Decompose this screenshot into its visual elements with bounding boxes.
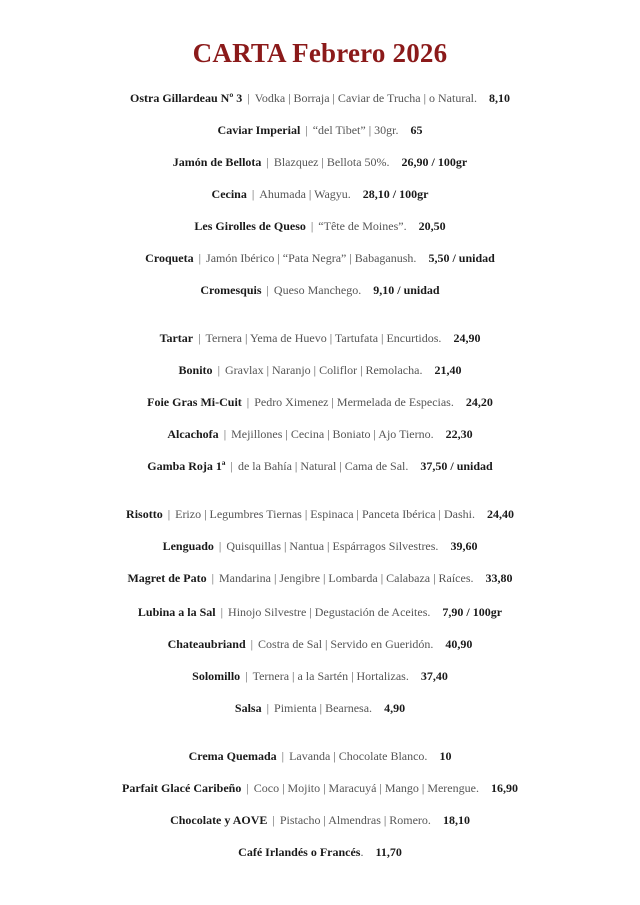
menu-item-price: 7,90 / 100gr [442,605,503,619]
menu-item-price: 37,50 / unidad [420,459,493,473]
menu-item [0,458,640,474]
menu-item [0,700,640,716]
separator: | [263,155,272,169]
menu-item-price: 20,50 [418,219,446,233]
menu-item-price: 10 [439,749,452,763]
menu-item [0,844,640,860]
menu-item [0,604,640,620]
separator: | [164,507,174,521]
menu-item-description: Hinojo Silvestre | Degustación de Aceites. [228,605,431,619]
menu-item-description: Blazquez | Bellota 50%. [273,155,390,169]
menu-item-description: Queso Manchego. [273,283,362,297]
menu-item-description: de la Bahía | Natural | Cama de Sal. [237,459,409,473]
menu-item [0,122,640,138]
separator: | [278,749,288,763]
menu-item-name: Cecina [211,187,247,201]
menu-item-name: Jamón de Bellota [172,155,262,169]
menu-item-description: Coco | Mojito | Maracuyá | Mango | Merengue. [253,781,479,795]
menu-item [0,668,640,684]
menu-item-price: 24,20 [465,395,493,409]
menu-item-name: Crema Quemada [188,749,277,763]
menu-item-name: Alcachofa [167,427,219,441]
menu-item-name: Cromesquis [200,283,262,297]
menu-item-description: Pedro Ximenez | Mermelada de Especias. [254,395,454,409]
menu-item-name: Magret de Pato [127,571,207,585]
menu-item [0,812,640,828]
menu-item-description: Mandarina | Jengibre | Lombarda | Calabaza | Raíces. [218,571,474,585]
menu-item-price: 16,90 [490,781,518,795]
menu-item-price: 5,50 / unidad [428,251,495,265]
menu-item [0,90,640,106]
menu-item [0,330,640,346]
menu-item-price: 39,60 [450,539,478,553]
menu-item-description: Ternera | a la Sartén | Hortalizas. [252,669,409,683]
menu-item-description: “Tête de Moines”. [318,219,407,233]
separator: | [302,123,311,137]
menu-item-name: Ostra Gillardeau Nº 3 [130,91,243,105]
menu-item-description: Quisquillas | Nantua | Espárragos Silvestres. [226,539,439,553]
menu-item-price: 21,40 [434,363,462,377]
menu-item-name: Solomillo [192,669,241,683]
menu-item-price: 40,90 [445,637,473,651]
menu-item-name: Foie Gras Mi-Cuit [147,395,242,409]
menu-item-price: 8,10 [488,91,510,105]
menu-item-description: Pistacho | Almendras | Romero. [279,813,431,827]
menu-item-description: Costra de Sal | Servido en Gueridón. [258,637,434,651]
separator: | [248,187,258,201]
menu-item-description: Gravlax | Naranjo | Coliflor | Remolacha. [224,363,423,377]
menu-item-description: “del Tibet” | 30gr. [312,123,399,137]
separator: | [195,251,205,265]
separator: | [263,283,272,297]
menu-item [0,426,640,442]
separator: | [208,571,217,585]
menu-item-name: Lubina a la Sal [137,605,216,619]
menu-item [0,780,640,796]
menu-item-price: 4,90 [384,701,406,715]
menu-item-price: 22,30 [445,427,473,441]
menu-item [0,538,640,554]
separator: | [195,331,204,345]
menu-item-description: Lavanda | Chocolate Blanco. [289,749,428,763]
menu-item-description: Vodka | Borraja | Caviar de Trucha | o Natural. [254,91,477,105]
menu-item-name: Parfait Glacé Caribeño [122,781,242,795]
menu-item-description: Ternera | Yema de Huevo | Tartufata | Encurtidos. [205,331,442,345]
menu-item-price: 18,10 [442,813,470,827]
separator: | [244,91,253,105]
menu-item-price: 24,40 [486,507,514,521]
separator: | [242,669,251,683]
menu-item-name: Risotto [126,507,163,521]
menu-item-price: 37,40 [420,669,448,683]
menu-item [0,154,640,170]
separator: | [227,459,236,473]
menu-item-name: Chocolate y AOVE [170,813,268,827]
separator: | [269,813,278,827]
separator: | [307,219,317,233]
menu-item [0,636,640,652]
menu-item-price: 26,90 / 100gr [401,155,468,169]
menu-item-name: Lenguado [162,539,214,553]
separator: | [217,605,227,619]
menu-item-price: 28,10 / 100gr [362,187,429,201]
menu-item [0,362,640,378]
menu-item-description: Pimienta | Bearnesa. [274,701,373,715]
menu-item [0,506,640,522]
menu-item-name: Bonito [178,363,213,377]
separator: | [243,781,252,795]
menu-item-description: Jamón Ibérico | “Pata Negra” | Babaganush. [206,251,417,265]
menu-item [0,218,640,234]
menu-item-name: Salsa [234,701,262,715]
page-title: CARTA Febrero 2026 [192,38,448,68]
menu-item-description: Erizo | Legumbres Tiernas | Espinaca | Panceta Ibérica | Dashi. [175,507,475,521]
separator: | [220,427,230,441]
separator: | [247,637,257,651]
separator: | [263,701,273,715]
menu-item-name: Les Girolles de Queso [194,219,306,233]
menu-item-price: 65 [410,123,423,137]
menu-item [0,748,640,764]
menu-item [0,186,640,202]
menu-item-price: 24,90 [453,331,481,345]
separator: | [243,395,253,409]
menu-item [0,250,640,266]
separator: | [214,363,223,377]
menu-item-price: 11,70 [375,845,402,859]
menu-item-name: Tartar [159,331,194,345]
menu-item-period: . [360,845,364,859]
separator: | [215,539,225,553]
menu-item-name: Gamba Roja 1ª [147,459,226,473]
menu-item-name: Café Irlandés o Francés [238,845,361,859]
menu-item-name: Caviar Imperial [217,123,301,137]
menu-item-description: Mejillones | Cecina | Boniato | Ajo Tierno. [231,427,434,441]
menu-item-price: 9,10 / unidad [373,283,440,297]
menu-item-description: Ahumada | Wagyu. [259,187,351,201]
menu-item [0,282,640,298]
menu-item-price: 33,80 [485,571,513,585]
menu-item-name: Chateaubriand [167,637,246,651]
menu-item-name: Croqueta [145,251,194,265]
menu-item [0,394,640,410]
menu-item [0,570,640,586]
